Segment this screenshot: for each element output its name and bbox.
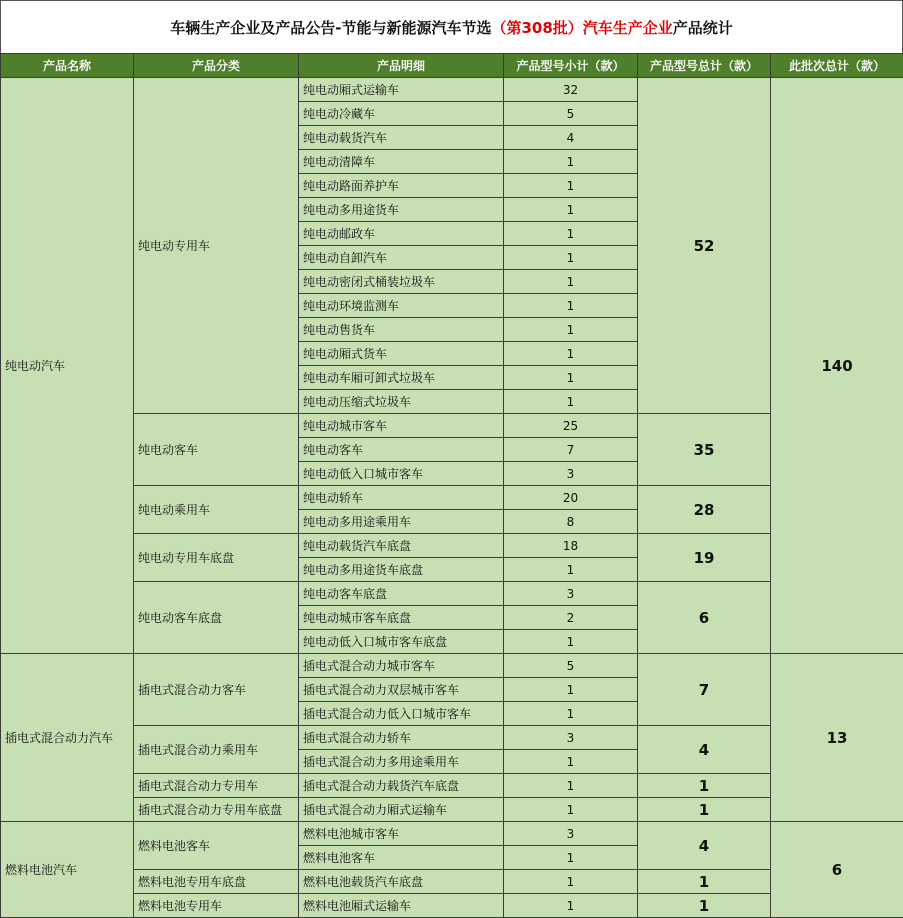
model-subtotal-cell: 1 [504, 630, 638, 654]
statistics-table [0, 53, 903, 918]
product-detail-cell: 纯电动清障车 [299, 150, 504, 174]
model-total-cell: 1 [638, 798, 771, 822]
product-detail-cell: 纯电动客车底盘 [299, 582, 504, 606]
product-detail-cell: 纯电动售货车 [299, 318, 504, 342]
model-subtotal-cell: 4 [504, 126, 638, 150]
model-subtotal-cell: 1 [504, 150, 638, 174]
model-subtotal-cell: 1 [504, 558, 638, 582]
product-detail-cell: 燃料电池载货汽车底盘 [299, 870, 504, 894]
model-subtotal-cell: 1 [504, 270, 638, 294]
model-subtotal-cell: 5 [504, 102, 638, 126]
model-total-cell: 1 [638, 894, 771, 918]
model-subtotal-cell: 1 [504, 318, 638, 342]
table-row [1, 534, 903, 558]
product-detail-cell: 纯电动城市客车底盘 [299, 606, 504, 630]
table-row [1, 582, 903, 606]
product-category-cell: 燃料电池专用车底盘 [134, 870, 299, 894]
batch-total-cell: 6 [771, 822, 903, 918]
product-category-cell: 纯电动客车底盘 [134, 582, 299, 654]
product-detail-cell: 纯电动多用途货车 [299, 198, 504, 222]
model-total-cell: 7 [638, 654, 771, 726]
title-highlight: （第308批）汽车生产企业 [491, 18, 673, 37]
product-detail-cell: 纯电动密闭式桶装垃圾车 [299, 270, 504, 294]
model-subtotal-cell: 1 [504, 198, 638, 222]
model-subtotal-cell: 1 [504, 870, 638, 894]
product-category-cell: 纯电动专用车底盘 [134, 534, 299, 582]
product-detail-cell: 纯电动冷藏车 [299, 102, 504, 126]
model-subtotal-cell: 1 [504, 846, 638, 870]
model-total-cell: 6 [638, 582, 771, 654]
model-subtotal-cell: 20 [504, 486, 638, 510]
header-product-detail: 产品明细 [299, 54, 504, 78]
model-total-cell: 28 [638, 486, 771, 534]
product-category-cell: 纯电动客车 [134, 414, 299, 486]
product-detail-cell: 纯电动多用途乘用车 [299, 510, 504, 534]
table-row [1, 870, 903, 894]
table-body [1, 78, 903, 918]
model-subtotal-cell: 1 [504, 678, 638, 702]
table-row [1, 894, 903, 918]
title-suffix: 产品统计 [672, 18, 733, 37]
page-title [0, 0, 903, 54]
product-category-cell: 插电式混合动力专用车 [134, 774, 299, 798]
table-row [1, 78, 903, 102]
model-subtotal-cell: 1 [504, 390, 638, 414]
model-subtotal-cell: 1 [504, 222, 638, 246]
title-main: 车辆生产企业及产品公告-节能与新能源汽车节选 [170, 18, 492, 37]
table-header-row [1, 54, 903, 78]
model-subtotal-cell: 32 [504, 78, 638, 102]
model-subtotal-cell: 5 [504, 654, 638, 678]
product-detail-cell: 燃料电池厢式运输车 [299, 894, 504, 918]
product-detail-cell: 纯电动邮政车 [299, 222, 504, 246]
model-total-cell: 35 [638, 414, 771, 486]
product-detail-cell: 纯电动自卸汽车 [299, 246, 504, 270]
header-model-subtotal: 产品型号小计（款） [504, 54, 638, 78]
model-total-cell: 4 [638, 726, 771, 774]
table-row [1, 654, 903, 678]
table-row [1, 798, 903, 822]
product-detail-cell: 插电式混合动力低入口城市客车 [299, 702, 504, 726]
product-detail-cell: 纯电动多用途货车底盘 [299, 558, 504, 582]
product-detail-cell: 纯电动载货汽车底盘 [299, 534, 504, 558]
product-detail-cell: 纯电动低入口城市客车 [299, 462, 504, 486]
table-row [1, 726, 903, 750]
product-category-cell: 纯电动专用车 [134, 78, 299, 414]
header-product-name: 产品名称 [1, 54, 134, 78]
model-subtotal-cell: 1 [504, 750, 638, 774]
model-subtotal-cell: 18 [504, 534, 638, 558]
model-subtotal-cell: 3 [504, 462, 638, 486]
product-name-cell: 燃料电池汽车 [1, 822, 134, 918]
product-name-cell: 插电式混合动力汽车 [1, 654, 134, 822]
product-category-cell: 插电式混合动力专用车底盘 [134, 798, 299, 822]
model-total-cell: 19 [638, 534, 771, 582]
product-detail-cell: 插电式混合动力多用途乘用车 [299, 750, 504, 774]
table-row [1, 414, 903, 438]
product-category-cell: 纯电动乘用车 [134, 486, 299, 534]
product-detail-cell: 插电式混合动力载货汽车底盘 [299, 774, 504, 798]
batch-total-cell: 13 [771, 654, 903, 822]
product-detail-cell: 纯电动载货汽车 [299, 126, 504, 150]
header-batch-total: 此批次总计（款） [771, 54, 903, 78]
table-row [1, 486, 903, 510]
model-subtotal-cell: 8 [504, 510, 638, 534]
model-subtotal-cell: 1 [504, 894, 638, 918]
product-detail-cell: 纯电动轿车 [299, 486, 504, 510]
product-detail-cell: 燃料电池城市客车 [299, 822, 504, 846]
product-detail-cell: 纯电动厢式货车 [299, 342, 504, 366]
model-subtotal-cell: 1 [504, 366, 638, 390]
header-product-category: 产品分类 [134, 54, 299, 78]
header-model-total: 产品型号总计（款） [638, 54, 771, 78]
model-total-cell: 1 [638, 870, 771, 894]
model-subtotal-cell: 3 [504, 726, 638, 750]
table-row [1, 822, 903, 846]
product-detail-cell: 纯电动压缩式垃圾车 [299, 390, 504, 414]
model-total-cell: 4 [638, 822, 771, 870]
model-subtotal-cell: 2 [504, 606, 638, 630]
product-detail-cell: 插电式混合动力轿车 [299, 726, 504, 750]
product-detail-cell: 燃料电池客车 [299, 846, 504, 870]
model-subtotal-cell: 25 [504, 414, 638, 438]
product-detail-cell: 纯电动车厢可卸式垃圾车 [299, 366, 504, 390]
model-total-cell: 1 [638, 774, 771, 798]
product-detail-cell: 纯电动环境监测车 [299, 294, 504, 318]
model-subtotal-cell: 1 [504, 294, 638, 318]
model-total-cell: 52 [638, 78, 771, 414]
model-subtotal-cell: 1 [504, 798, 638, 822]
product-detail-cell: 纯电动路面养护车 [299, 174, 504, 198]
model-subtotal-cell: 3 [504, 822, 638, 846]
product-detail-cell: 纯电动客车 [299, 438, 504, 462]
model-subtotal-cell: 3 [504, 582, 638, 606]
product-name-cell: 纯电动汽车 [1, 78, 134, 654]
model-subtotal-cell: 1 [504, 774, 638, 798]
product-detail-cell: 插电式混合动力厢式运输车 [299, 798, 504, 822]
product-detail-cell: 纯电动厢式运输车 [299, 78, 504, 102]
product-detail-cell: 纯电动城市客车 [299, 414, 504, 438]
product-detail-cell: 插电式混合动力双层城市客车 [299, 678, 504, 702]
product-category-cell: 插电式混合动力乘用车 [134, 726, 299, 774]
product-detail-cell: 纯电动低入口城市客车底盘 [299, 630, 504, 654]
table-row [1, 774, 903, 798]
product-category-cell: 燃料电池客车 [134, 822, 299, 870]
product-category-cell: 插电式混合动力客车 [134, 654, 299, 726]
model-subtotal-cell: 1 [504, 174, 638, 198]
product-category-cell: 燃料电池专用车 [134, 894, 299, 918]
product-detail-cell: 插电式混合动力城市客车 [299, 654, 504, 678]
batch-total-cell: 140 [771, 78, 903, 654]
model-subtotal-cell: 7 [504, 438, 638, 462]
model-subtotal-cell: 1 [504, 246, 638, 270]
model-subtotal-cell: 1 [504, 342, 638, 366]
model-subtotal-cell: 1 [504, 702, 638, 726]
